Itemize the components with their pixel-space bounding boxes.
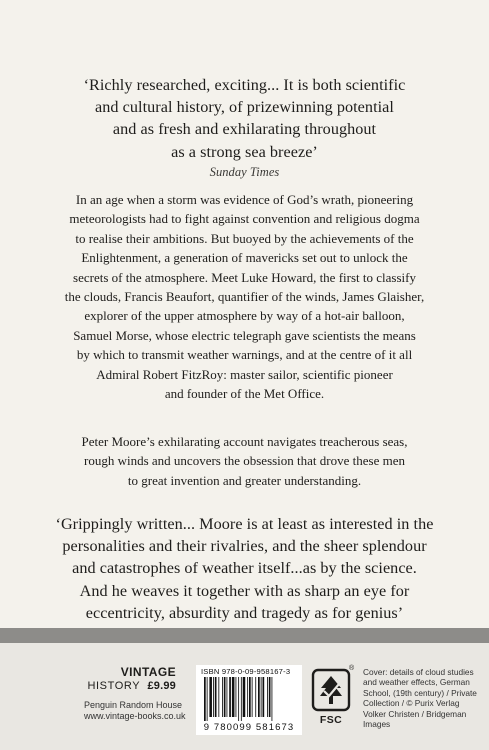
blurb-line: and founder of the Met Office. xyxy=(164,386,325,402)
imprint-name: VINTAGE xyxy=(120,665,176,679)
registered-mark: ® xyxy=(349,665,355,672)
blurb-line: secrets of the atmosphere. Meet Luke Howard, the first to classify xyxy=(73,269,416,285)
blurb-line: the clouds, Francis Beaufort, quantifier of the winds, James Glaisher, xyxy=(64,289,425,305)
quote-source: Sunday Times xyxy=(209,164,280,179)
fsc-label: FSC xyxy=(319,714,343,726)
review-quote-the-times xyxy=(30,513,459,642)
isbn-label: ISBN 978-0-09-958167-3 xyxy=(201,667,291,676)
barcode-bar xyxy=(209,677,212,717)
blurb-line: Samuel Morse, whose electric telegraph gave scientists the means xyxy=(73,327,416,343)
barcode-bar xyxy=(236,677,237,717)
barcode-bar xyxy=(241,677,242,721)
barcode-bar xyxy=(252,677,253,717)
quote-line: eccentricity, absurdity and tragedy as for genius’ xyxy=(85,603,404,622)
blurb-line: In an age when a storm was evidence of God’s wrath, pioneering xyxy=(75,192,414,207)
barcode-bar xyxy=(272,677,273,721)
barcode-bar xyxy=(213,677,214,717)
barcode-bar xyxy=(267,677,268,717)
imprint-block xyxy=(0,666,176,693)
barcode-bar xyxy=(229,677,231,717)
credit-line: Volker Christen / Bridgeman xyxy=(363,708,467,719)
credit-line: Collection / © Purix Verlag xyxy=(363,698,460,709)
barcode-bar xyxy=(263,677,265,717)
fsc-logo xyxy=(309,667,353,733)
barcode-bar xyxy=(224,677,226,717)
review-quote-sunday-times xyxy=(30,74,459,181)
barcode-bar xyxy=(255,677,256,717)
isbn-digits: 9 780099 581673 xyxy=(203,722,295,733)
barcode-bar xyxy=(227,677,228,717)
barcode-block xyxy=(196,665,302,735)
publisher-name: Penguin Random House xyxy=(84,700,183,710)
blurb-line: explorer of the upper atmosphere by way of a hot-air balloon, xyxy=(84,308,405,324)
blurb-main-paragraph xyxy=(28,190,461,403)
barcode-bar xyxy=(218,677,219,717)
quote-line: ‘Richly researched, exciting... It is both scientific xyxy=(83,76,406,94)
blurb-line: Admiral Robert FitzRoy: master sailor, scientific pioneer xyxy=(96,366,393,382)
blurb-line: meteorologists had to fight against convention and religious dogma xyxy=(69,211,420,227)
category-price xyxy=(0,679,176,693)
category-label: HISTORY xyxy=(87,680,141,692)
blurb-line: rough winds and uncovers the obsession that drove these men xyxy=(84,453,405,469)
barcode-icon xyxy=(204,677,294,721)
barcode-bar xyxy=(204,677,206,721)
quote-line: and cultural history, of prizewinning potential xyxy=(95,98,394,117)
blurb-line: by which to transmit weather warnings, and at the centre of it all xyxy=(76,347,413,363)
quote-line: And he weaves it together with as sharp an eye for xyxy=(79,581,410,600)
blurb-second-paragraph xyxy=(28,432,461,490)
blurb-line: to realise their ambitions. But buoyed by the achievements of the xyxy=(75,230,414,246)
publisher-website: www.vintage-books.co.uk xyxy=(84,711,186,721)
cover-credits xyxy=(363,667,485,729)
barcode-bar xyxy=(269,677,271,717)
credit-line: Cover: details of cloud studies xyxy=(363,667,474,677)
barcode-bar xyxy=(258,677,260,717)
barcode-bar xyxy=(243,677,246,717)
quote-line: and as fresh and exhilarating throughout xyxy=(112,120,377,139)
blurb-line: to great invention and greater understanding. xyxy=(127,472,362,488)
barcode-bar xyxy=(232,677,235,717)
quote-line: as a strong sea breeze’ xyxy=(171,142,318,161)
credit-line: Images xyxy=(363,719,391,730)
credit-line: School, (19th century) / Private xyxy=(363,687,477,698)
barcode-bar xyxy=(249,677,251,717)
quote-line: personalities and their rivalries, and the sheer splendour xyxy=(62,537,427,556)
fsc-tree-check-icon xyxy=(309,667,353,713)
price-label: £9.99 xyxy=(147,680,176,692)
barcode-bar xyxy=(215,677,217,717)
quote-line: and catastrophes of weather itself...as by the science. xyxy=(72,559,417,578)
barcode-bar xyxy=(207,677,208,721)
barcode-bar xyxy=(238,677,239,721)
blurb-line: Peter Moore’s exhilarating account navigates treacherous seas, xyxy=(81,434,408,449)
blurb-line: Enlightenment, a generation of mavericks set out to unlock the xyxy=(81,250,408,266)
barcode-bar xyxy=(261,677,262,717)
quote-line: ‘Grippingly written... Moore is at least as interested in the xyxy=(55,515,434,533)
barcode-bar xyxy=(222,677,223,717)
credit-line: and weather effects, German xyxy=(363,677,470,688)
barcode-bar xyxy=(247,677,248,717)
